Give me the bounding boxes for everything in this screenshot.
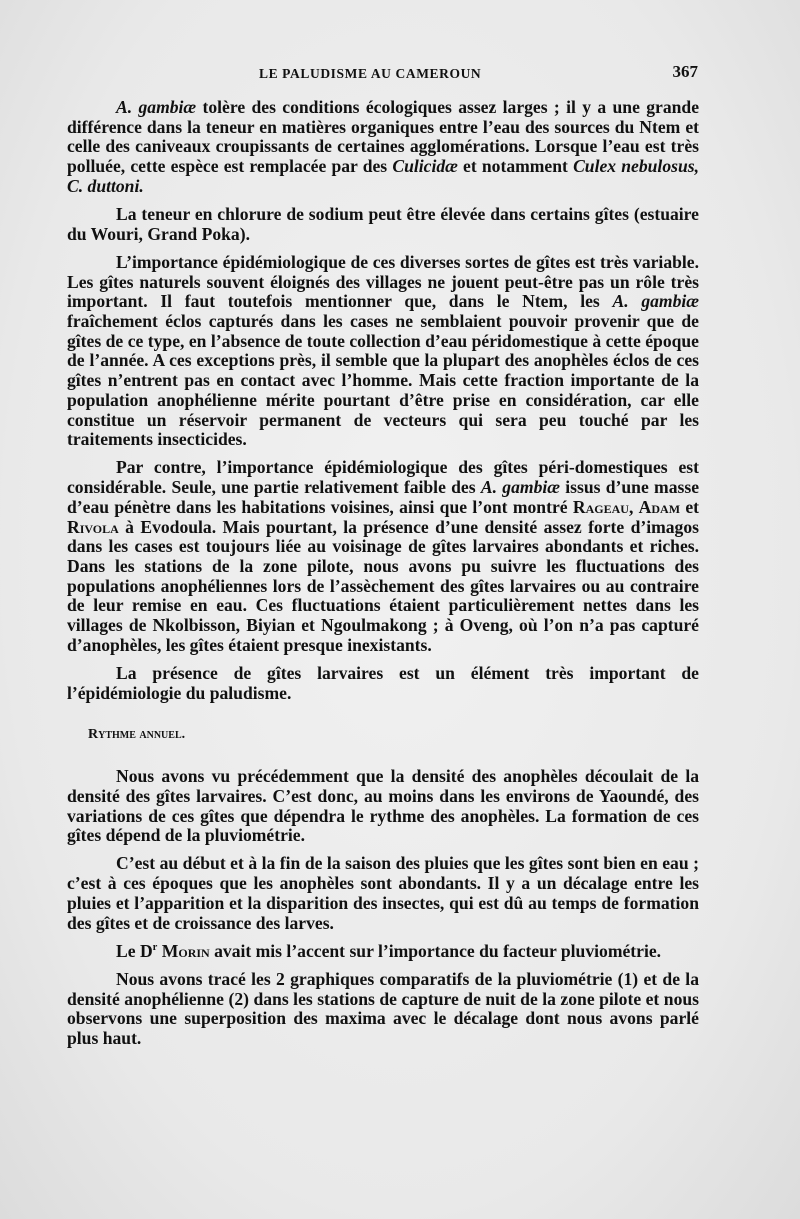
family-name: Culicidæ: [392, 156, 458, 177]
paragraph-text: fraîchement éclos capturés dans les cases ne semblaient pouvoir provenir que de gîtes de ce type, en l’absence de toute collection d’eau péridomestique à cette époque de l’année. A ces exceptions près, il semble que la plupart des anophèles éclos de ces gîtes n’entrent pas en contact avec l’homme. Mais cette fraction importante de la population anophélienne mérite pourtant d’être prise en considération, car elle constitue un réservoir permanent de vecteurs qui sera peu touché par les traitements insecticides.: [67, 311, 699, 450]
paragraph-text: issus d’une masse d’eau pénètre dans les habitations voisines, ainsi que l’ont montré: [67, 477, 699, 517]
paragraph-text: tolère des conditions écologiques assez larges ; il y a une grande différence dans la teneur en matières organiques entre l’eau des sources du Ntem et celle des caniveaux croupissants de certaines agglomérations. Lorsque l’eau est très polluée, cette espèce est remplacée par des: [67, 97, 700, 177]
paragraph-rainy-season: C’est au début et à la fin de la saison des pluies que les gîtes sont bien en eau ; c’est à ces époques que les anophèles sont abondants. Il y a un décalage entre les pluies et l’apparition et la disparition des insectes, qui est dû au temps de formation des gîtes et de croissance des larves.: [67, 853, 699, 933]
author-name: Adam: [638, 496, 681, 517]
paragraph-text: Le D: [116, 940, 153, 961]
author-name: Rageau: [572, 496, 629, 517]
paragraph-text: et: [680, 496, 700, 517]
paragraph-graphs: Nous avons tracé les 2 graphiques comparatifs de la pluviométrie (1) et de la densité anophélienne (2) dans les stations de capture de nuit de la zone pilote et nous observons une superposition des maxima avec le décalage dont nous avons parlé plus haut.: [67, 968, 699, 1049]
paragraph-epidemiological-importance: [67, 253, 699, 450]
paragraph-density-rhythm: Nous avons vu précédemment que la densité des anophèles découlait de la densité des gîtes larvaires. C’est donc, au moins dans les environs de Yaoundé, des variations de ces gîtes que dépendra le rythme des anophèles. La formation de ces gîtes dépend de la pluviométrie.: [67, 766, 699, 846]
paragraph-sodium-chloride: La teneur en chlorure de sodium peut être élevée dans certains gîtes (estuaire du Wouri, Grand Poka).: [67, 204, 699, 244]
paragraph-morin: [67, 942, 699, 962]
section-heading: Rythme annuel.: [88, 727, 186, 743]
paragraph-text: à Evodoula. Mais pourtant, la présence d’une densité assez forte d’imagos dans les cases est toujours liée au voisinage de gîtes larvaires abondants et riches. Dans les stations de la zone pilote, nous avons pu suivre les fluctuations des populations anophéliennes lors de l’assèchement des gîtes larvaires ou au contraire de leur remise en eau. Ces fluctuations étaient particulièrement nettes dans les villages de Nkolbisson, Biyian et Ngoulmakong ; à Oveng, où l’on n’a pas capturé d’anophèles, les gîtes étaient presque inexistants.: [67, 516, 699, 655]
paragraph-gambiae-ecology: [67, 98, 699, 197]
species-name: A. gambiæ: [612, 291, 699, 312]
page-number: 367: [672, 62, 698, 81]
paragraph-larval-sites-conclusion: La présence de gîtes larvaires est un élément très important de l’épidémiologie du paludisme.: [67, 662, 699, 703]
paragraph-text: Par contre, l’importance épidémiologique des gîtes péri-domestiques est considérable. Seule, une partie relativement faible des: [67, 457, 699, 498]
author-name: Rivola: [67, 516, 119, 537]
species-name: A. gambiæ: [480, 477, 560, 498]
title-superscript: r: [152, 941, 158, 953]
paragraph-text: et notamment: [457, 156, 574, 177]
paragraph-text: L’importance épidémiologique de ces diverses sortes de gîtes est très variable. Les gîtes naturels souvent éloignés des villages ne jouent peut-être pas un rôle très important. Il faut toutefois mentionner que, dans le Ntem, les: [67, 251, 699, 312]
paragraph-peridomestic-sites: [67, 458, 699, 655]
paragraph-text: ,: [628, 496, 639, 517]
paragraph-text: avait mis l’accent sur l’importance du facteur pluviométrie.: [209, 940, 662, 961]
running-title: LE PALUDISME AU CAMEROUN: [259, 66, 482, 81]
species-name: Culex nebulosus, C. duttoni.: [67, 156, 699, 196]
species-name: A. gambiæ: [116, 97, 197, 117]
body-text: [67, 98, 699, 1049]
author-name: Morin: [161, 940, 210, 961]
